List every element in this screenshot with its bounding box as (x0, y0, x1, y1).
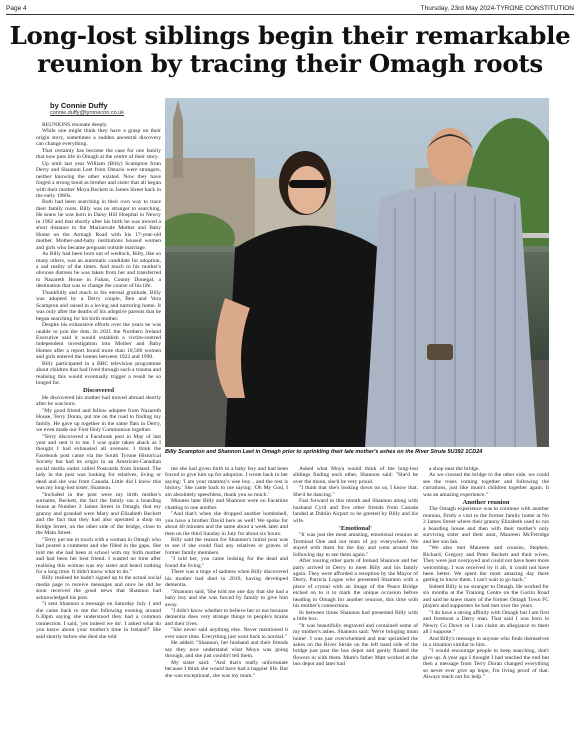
article-paragraph: While one might think they have a grasp on their origin story, sometimes a sudden ancestral discovery can change everything. (36, 128, 161, 148)
article-paragraph: "Terry put me in touch with a woman in Omagh who had posted a comment and she filled in the gaps. She told me she had been at school with my birth mother and had been her best friend. I wasted no time after realising this woman was my sister and heard nothing for a long time. It didn't know what to do." (36, 536, 161, 576)
article-paragraph: "She never said anything else. Never mentioned it ever since time. Everything just went back to normal." (165, 627, 288, 640)
article-paragraph: "I do have a strong affinity with Omagh but I am first and foremost a Derry man. That said I was born in Newry Co Down so I can claim an allegiance to them all I suppose." (423, 609, 549, 636)
article-paragraph: "I think that she's looking down on us, I know that. She'd be dancing." (293, 485, 418, 498)
article-paragraph: "I didn't know whether to believe her or not because dementia does very strange things to people's brains and their lives. (165, 607, 288, 627)
article-paragraph: "I sent Shannon a message on Saturday July 1 and she came back to me the following evening around 6.30pm saying she understood they had a common connection. I said, 'yes indeed we do'. I asked what do you know about your mother's time in Ireland?' She said shortly before she died she told (36, 601, 161, 640)
headline (6, 22, 574, 78)
headline-line-2: reunion by tracing their Omagh roots (37, 49, 543, 78)
article-paragraph: a shop near the bridge. (429, 466, 480, 472)
article-paragraph: My sister said: "And that's really unfortunate because I think she would have had a happier life. But she was exceptional, she was my mum." (165, 659, 288, 679)
article-paragraph: Billy said the reason for Shannon's initial post was to see if she could find any relatives or graves of former family members. (165, 536, 288, 556)
folio-rule (6, 14, 574, 15)
article-paragraph: The Omagh experience was to continue with another reunion, firstly a visit to the former family home at No 2 James Street where their granny Elizabeth used to run a boarding house and then with their mother's only surviving sister and their aunt, Maureen McFetridge and her son Ian. (423, 506, 549, 545)
article-column-2 (165, 466, 288, 734)
article-paragraph: Minutes later Billy and Shannon were on Facetime chatting to one another. (165, 498, 288, 511)
article-paragraph: Up until last year William (Billy) Scampton from Derry and Shannon Leet from Ontario were strangers, neither knowing the other existed. Now they have forged a strong bond as brother and sister that all began with their mother Moya Beckett in James Street back in the early 1960s. (36, 160, 161, 199)
dateline: Thursday, 23rd May 2024-TYRONE CONSTITUTION (420, 4, 574, 12)
article-paragraph: "We also met Maureen and cousins, Stephen, Richard, Gregory and Peter Beckett and their wives. They were just overjoyed and could not have been more welcoming. I was received by it all, it could not have been better. We spent the most amazing day there getting to know them. I can't wait to go back." (423, 545, 549, 584)
article-paragraph: Both had been searching in their own way to trace their family roots. Billy was no stranger to searching. He knew he was born in Daisy Hill Hospital in Newry in 1962 and that shortly after his birth he was moved a short distance to the Marianvale Mother and Baby Home on the Armagh Road with his 17-year-old mother. Mother-and-baby institutions housed women and girls who became pregnant outside marriage. (36, 199, 161, 251)
article-paragraph: "And that's when she dropped another bombshell, you have a brother David here as well! We spoke for about 40 minutes and the same about a week later and then on the third Sunday in July for about six hours. (165, 511, 288, 537)
subheading: Another reunion (462, 498, 510, 506)
article-paragraph: REUNIONS resonate deeply. (42, 122, 108, 128)
lead-photo-illustration (165, 98, 549, 447)
article-column-1 (36, 122, 161, 734)
byline-author: by Connie Duffy (50, 101, 108, 110)
photo-caption: Billy Scampton and Shannon Leet in Omagh prior to sprinkling their late mother's ashes on the River Strule 5U392 1CD24 (165, 449, 483, 455)
article-paragraph: me she had given birth to a baby boy and had been forced to give him up for adoption. I wrote back to her saying: 'I am your mammy's wee boy... and the rest is history.' She came back to me saying: 'Oh My God, I am absolutely speechless, thank you so much.' (165, 466, 288, 498)
article-paragraph: "I would encourage people to keep searching, don't give up. A year ago I thought I had reached the end but then a message from Terry Doran changed everything so never ever give up hope, I'm living proof of that. Always reach out for help." (423, 648, 549, 681)
article-paragraph: Asked what Moya would think of the long-lost siblings finding each other, Shannon said: "She'd be over the moon, she'd be very proud. (293, 466, 418, 485)
article-paragraph: "Included in the post were my birth mother's surname, Beckett, the fact the family ran a boarding house at Number 2 James Street in Omagh, that my granny and grandad were Mary and Elizabeth Beckett and the fact that they had also operated a shop on Bridge Street, on the other side of the bridge, close to the Main Street. (36, 491, 161, 537)
article-paragraph: There was a tinge of sadness when Billy discovered his mother had died in 2019, having developed dementia. (165, 569, 288, 589)
article-paragraph: And Billy's message to anyone who finds themselves in a situation similar to him. (423, 635, 549, 648)
article-paragraph: "Terry discovered a Facebook post in May of last year and sent it to me. I was quite taken aback as I thought I had exhausted all avenues. I think the Facebook post came via the South Tyrone Historical Society but had its origin in an American-Canadian social media outlet called Postcards from Ireland. The lady in the post was looking for relatives, living or dead and she was from Canada. Little did I know this was my long-lost sister, Shannon. (36, 433, 161, 492)
article-column-4 (423, 466, 549, 734)
article-paragraph: As we crossed the bridge to the other side, we could see the roses coming together and following the currations, just like mum's children together again. It was an amazing experience." (423, 472, 549, 498)
article-paragraph: He added: "Shannon, her husband and their friends say they now understand what Moya was going through, and she just couldn't tell them. (165, 640, 288, 660)
article-paragraph: In between times Shannon had presented Billy with a little box. (293, 609, 418, 623)
byline-email-link[interactable]: connie.duffy@tyronecon.co.uk (50, 110, 124, 116)
byline (50, 101, 170, 116)
article-paragraph: "My good friend and fellow adoptee from Nazareth House, Terry Doran, put me on the road to finding my family. He gave up together in the same flats in Derry, we even made our First Holy Communion together. (36, 407, 161, 434)
headline-line-1: Long-lost siblings begin their remarkable (9, 21, 571, 50)
article-paragraph: "It was beautifully engraved and contained some of my mother's ashes. Shannon said: 'We're bringing mum home'. I was just overwhelmed and tear sprinkled the ashes on the River Strule on the left hand side of the bridge just past the bus depot and gently floated the flowers in with them. Mum's father Matt worked at the bus depot and later had (293, 622, 418, 668)
article-paragraph: Thankfully and much to his eternal gratitude, Billy was adopted by a Derry couple, Ben and Vera Scampton and raised in a loving and nurturing home. It was only after the deaths of his adoptive parents that he began searching for his birth mother. (36, 289, 161, 322)
article-paragraph: He discovered his mother had moved abroad shortly after he was born. (36, 394, 161, 408)
article-paragraph: Despite his exhaustive efforts over the years he was unable to join the dots. In 2021 the Northern Ireland Executive said it would establish a victim-centred independent investigation into Mother and Baby Homes after a report found more than 10,500 women and girls entered the homes between 1922 and 1990. (36, 322, 161, 361)
subheading: 'Emotional' (339, 524, 372, 532)
article-paragraph: That certainly has become the case for one family that now puts life in Omagh at the centre of their story. (36, 147, 161, 161)
article-paragraph: Billy realised he hadn't signed up to the actual social media page to receive messages and once he did he soon received the good news that Shannon had acknowledged his post. (36, 575, 161, 601)
article-paragraph: Billy participated in a BBC television programme about children that had lived through such a trauma and realising this would eventually trigger a result he so longed for. (36, 360, 161, 387)
article-paragraph: "I told her, you came looking for the dead and found the living." (165, 556, 288, 569)
article-paragraph: After touring other parts of Ireland Shannon and her party arrived in Derry to meet Billy and his family again. They were afforded a reception by the Mayor of Derry, Patricia Logue who presented Shannon with a piece of crystal with an image of the Peace Bridge etched on to it to mark the unique occasion before heading to Omagh for another reunion, this time with his mother's connections. (293, 558, 418, 610)
article-paragraph: As Billy had been born out of wedlock, Billy, like so many others, was an automatic candidate for adoption, a sad reality of the times. And much to his mother's obvious distress he was taken from her and transferred to Nazareth House in Fahan, County Donegal, a destination that was to change the course of his life. (36, 251, 161, 290)
article-paragraph: Fast forward to this month and Shannon along with husband Cyril and five other friends from Canada landed at Dublin Airport to be greeted by Billy and his wife. (293, 498, 418, 524)
lead-photo (165, 98, 549, 447)
folio-bar (6, 3, 574, 13)
article-paragraph: "It was just the most amazing, emotional reunion at Terminal One and not tears of joy everywhere. We stayed with them for the day and went around the following day to see them again." (293, 532, 418, 558)
article-paragraph: Indeed Billy is no stranger to Omagh. He worked for six months at the Training Centre on the Gortin Road and said he knew many of the former Omagh Town FC players and supporters he had met over the years. (423, 583, 549, 610)
article-column-3 (293, 466, 418, 734)
article-paragraph: "Shannon said, 'She told me one day that she had a baby boy and she was forced by family to give him away. (165, 588, 288, 608)
subheading: Discovered (82, 387, 114, 395)
page-number: Page 4 (6, 4, 27, 12)
